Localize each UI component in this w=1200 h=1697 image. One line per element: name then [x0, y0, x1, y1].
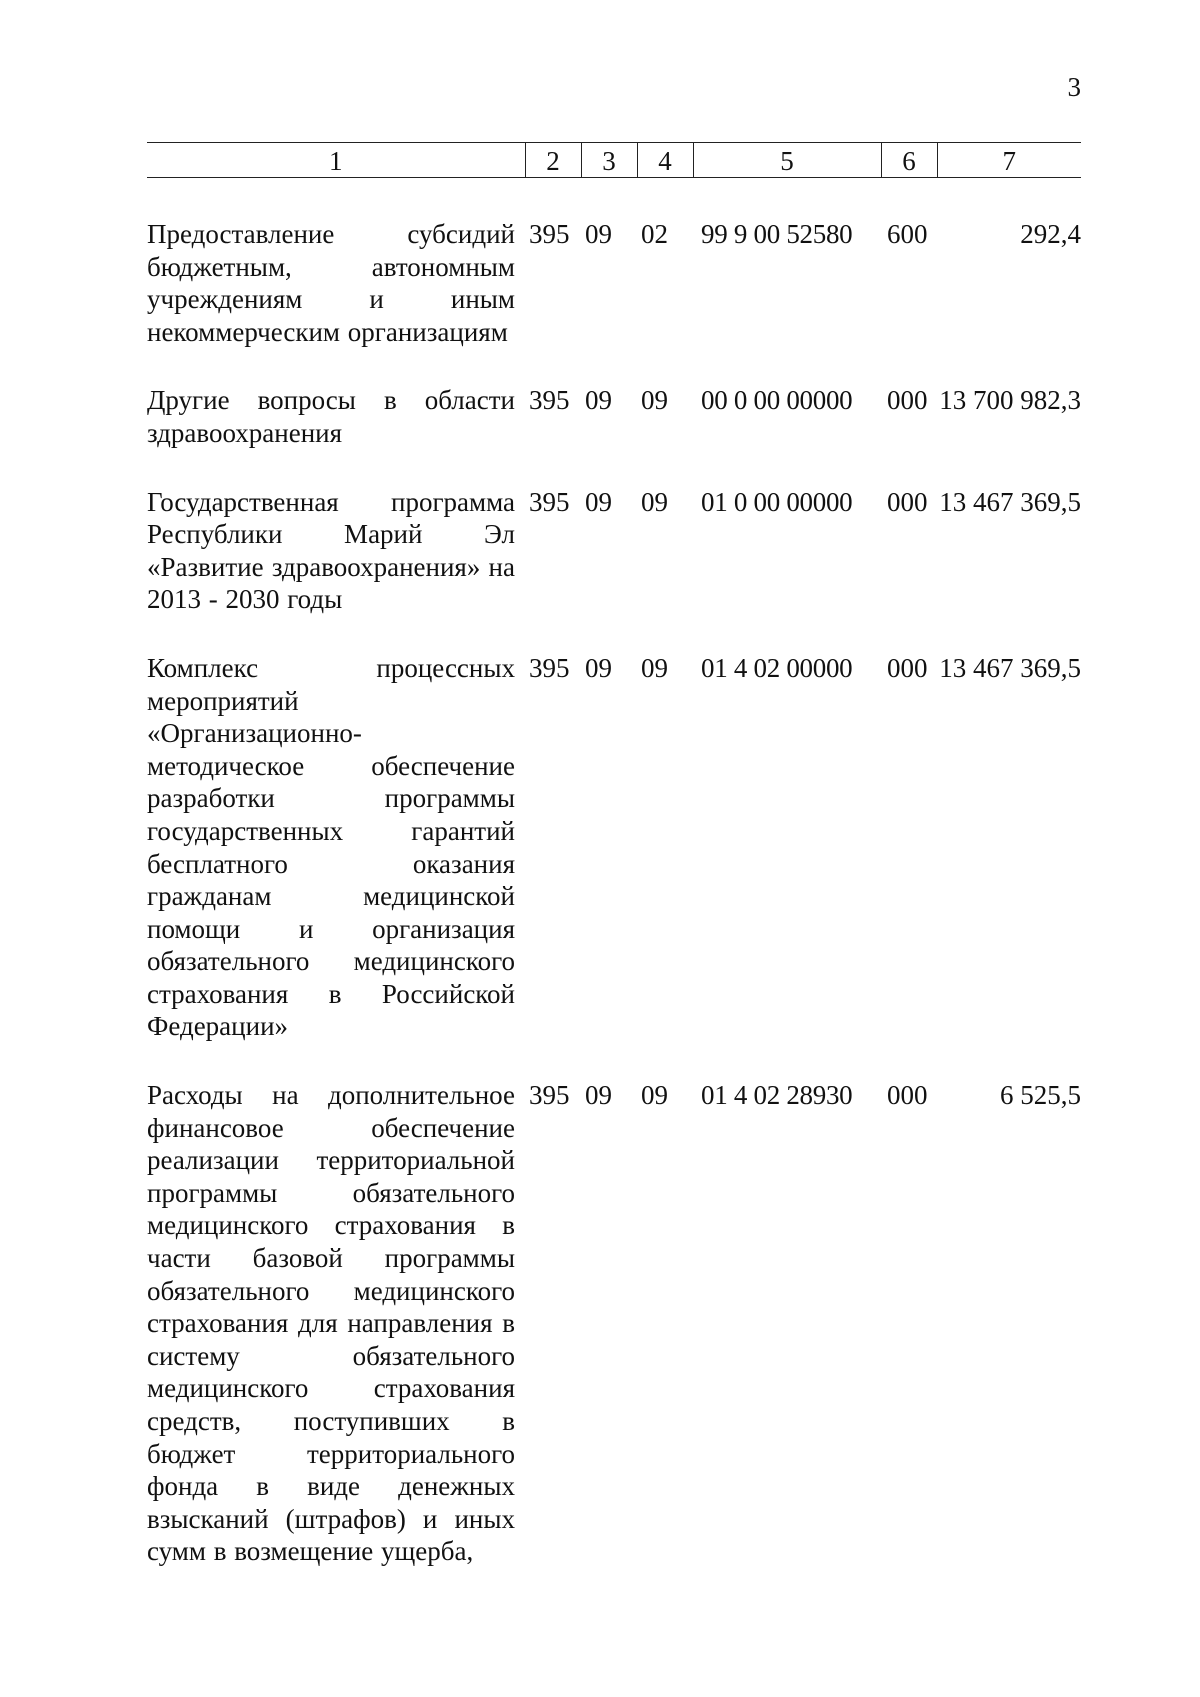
row-amount: 6 525,5 [1000, 1080, 1081, 1111]
table-row [147, 1043, 1081, 1568]
row-subsection-code: 09 [641, 486, 668, 517]
row-expense-type-code: 000 [887, 1080, 928, 1111]
row-section-code: 09 [585, 1080, 612, 1111]
row-grbs-code: 395 [529, 219, 570, 249]
row-name: Комплекс процессных мероприятий «Организационно-методическое обеспечение разработки программы государственных гарантий бесплатного оказания гражданам медицинской помощи и организация обязательного медицинского страхования в Российской Федерации» [147, 652, 515, 1042]
row-name: Другие вопросы в области здравоохранения [147, 385, 515, 448]
table-row [147, 178, 1081, 349]
column-header-7: 7 [937, 143, 1081, 178]
row-grbs-code: 395 [529, 1080, 570, 1111]
row-target-article-code: 99 9 00 52580 [701, 219, 853, 249]
row-subsection-code: 09 [641, 652, 668, 683]
column-header-3: 3 [581, 143, 637, 178]
row-target-article-code: 00 0 00 00000 [701, 385, 853, 416]
row-section-code: 09 [585, 219, 612, 249]
table-row [147, 348, 1081, 449]
column-header-1: 1 [147, 143, 525, 178]
row-grbs-code: 395 [529, 652, 570, 683]
row-name: Расходы на дополнительное финансовое обеспечение реализации территориальной программы обязательного медицинского страхования в части базовой программы обязательного медицинского страхования для направления в систему обязательного медицинского страхования средств, поступивших в бюджет территориального фонда в виде денежных взысканий (штрафов) и иных сумм в возмещение ущерба, [147, 1080, 515, 1567]
row-amount: 13 467 369,5 [939, 486, 1081, 517]
row-subsection-code: 09 [641, 1080, 668, 1111]
row-amount: 13 467 369,5 [939, 652, 1081, 683]
table-body [147, 178, 1081, 1568]
row-name: Предоставление субсидий бюджетным, автономным учреждениям и иным некоммерческим организациям [147, 219, 515, 347]
column-header-4: 4 [637, 143, 693, 178]
table-row [147, 616, 1081, 1043]
row-amount: 13 700 982,3 [939, 385, 1081, 416]
row-expense-type-code: 000 [887, 385, 928, 416]
row-expense-type-code: 000 [887, 486, 928, 517]
row-name: Государственная программа Республики Марий Эл «Развитие здравоохранения» на 2013 - 2030 годы [147, 486, 515, 615]
row-section-code: 09 [585, 652, 612, 683]
row-target-article-code: 01 0 00 00000 [701, 486, 853, 517]
row-section-code: 09 [585, 486, 612, 517]
row-subsection-code: 09 [641, 385, 668, 416]
row-target-article-code: 01 4 02 00000 [701, 652, 853, 683]
page-number: 3 [1067, 72, 1081, 102]
row-grbs-code: 395 [529, 385, 570, 416]
row-subsection-code: 02 [641, 219, 668, 249]
row-target-article-code: 01 4 02 28930 [701, 1080, 853, 1111]
row-expense-type-code: 000 [887, 652, 928, 683]
column-number-row [147, 143, 1081, 178]
table-row [147, 450, 1081, 616]
row-expense-type-code: 600 [887, 219, 928, 249]
row-grbs-code: 395 [529, 486, 570, 517]
column-header-6: 6 [881, 143, 937, 178]
table-header [147, 143, 1081, 178]
column-header-2: 2 [525, 143, 581, 178]
row-section-code: 09 [585, 385, 612, 416]
column-header-5: 5 [693, 143, 881, 178]
row-amount: 292,4 [1020, 219, 1081, 249]
budget-table [147, 142, 1081, 1568]
